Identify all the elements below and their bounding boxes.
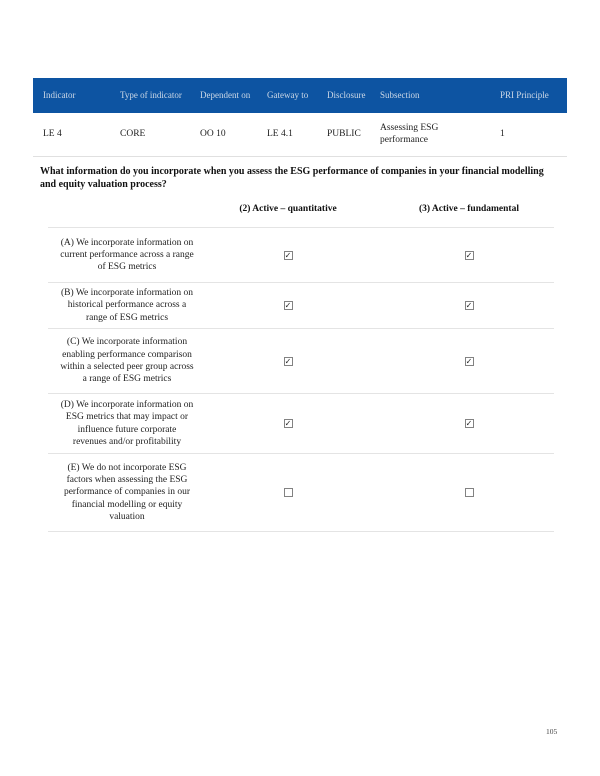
checked-checkbox-icon[interactable]: ✓ <box>465 301 473 310</box>
option-b-fundamental-cell <box>370 301 554 310</box>
answer-table <box>48 227 554 532</box>
checked-checkbox-icon[interactable]: ✓ <box>284 250 292 260</box>
option-b-label: (B) We incorporate information on historical performance across a range of ESG metrics <box>60 288 194 323</box>
dependent-on-value: OO 10 <box>200 128 226 139</box>
pri-principle-value: 1 <box>500 128 505 139</box>
answer-label-column-spacer <box>48 204 206 214</box>
column-header-dependent-on: Dependent on <box>200 90 251 100</box>
column-header-subsection: Subsection <box>380 90 420 100</box>
option-e-quantitative-cell <box>206 488 370 497</box>
subsection-value: Assessing ESG performance <box>380 123 439 145</box>
checked-checkbox-icon[interactable]: ✓ <box>284 356 292 366</box>
unchecked-checkbox-icon[interactable] <box>284 488 293 497</box>
option-d-fundamental-cell <box>370 419 554 428</box>
indicator-table-row <box>33 113 567 157</box>
indicator-value: LE 4 <box>43 128 62 139</box>
page-number: 105 <box>546 727 558 736</box>
option-d-quantitative-cell <box>206 419 370 428</box>
checked-checkbox-icon[interactable]: ✓ <box>465 250 473 260</box>
checked-checkbox-icon[interactable]: ✓ <box>284 419 292 428</box>
checked-checkbox-icon[interactable]: ✓ <box>465 356 473 366</box>
option-a-fundamental-cell <box>370 251 554 260</box>
option-a-label: (A) We incorporate information on current performance across a range of ESG metrics <box>60 237 194 273</box>
answer-row-a <box>48 227 554 282</box>
column-header-type-of-indicator: Type of indicator <box>120 90 182 100</box>
question-text: What information do you incorporate when you assess the ESG performance of companies in your financial modelling and equity valuation process? <box>40 166 544 190</box>
column-header-gateway-to: Gateway to <box>267 90 309 100</box>
checked-checkbox-icon[interactable]: ✓ <box>284 301 292 310</box>
column-header-pri-principle: PRI Principle <box>500 90 549 100</box>
unchecked-checkbox-icon[interactable] <box>465 488 474 497</box>
column-header-active-quantitative: (2) Active – quantitative <box>239 204 337 214</box>
option-e-fundamental-cell <box>370 488 554 497</box>
answer-column-headers <box>48 204 554 214</box>
option-c-fundamental-cell <box>370 357 554 366</box>
indicator-table-header <box>33 78 567 113</box>
option-e-label: (E) We do not incorporate ESG factors when assessing the ESG performance of companies in our financial modelling or equity valuation <box>63 462 191 522</box>
answer-row-b <box>48 282 554 328</box>
option-a-quantitative-cell <box>206 251 370 260</box>
option-c-label: (C) We incorporate information enabling performance comparison within a selected peer group across a range of ESG metrics <box>60 337 194 385</box>
answer-row-c <box>48 328 554 393</box>
gateway-to-value: LE 4.1 <box>267 128 293 139</box>
indicator-table <box>33 78 567 157</box>
checked-checkbox-icon[interactable]: ✓ <box>465 419 473 428</box>
column-header-indicator: Indicator <box>43 90 76 100</box>
option-b-quantitative-cell <box>206 301 370 310</box>
column-header-active-fundamental: (3) Active – fundamental <box>418 204 519 214</box>
answer-row-d <box>48 393 554 453</box>
option-d-label: (D) We incorporate information on ESG metrics that may impact or influence future corporate revenues and/or profitability <box>60 399 194 447</box>
disclosure-value: PUBLIC <box>327 128 361 139</box>
column-header-disclosure: Disclosure <box>327 90 366 100</box>
answer-row-e <box>48 453 554 532</box>
option-c-quantitative-cell <box>206 357 370 366</box>
type-of-indicator-value: CORE <box>120 128 146 139</box>
